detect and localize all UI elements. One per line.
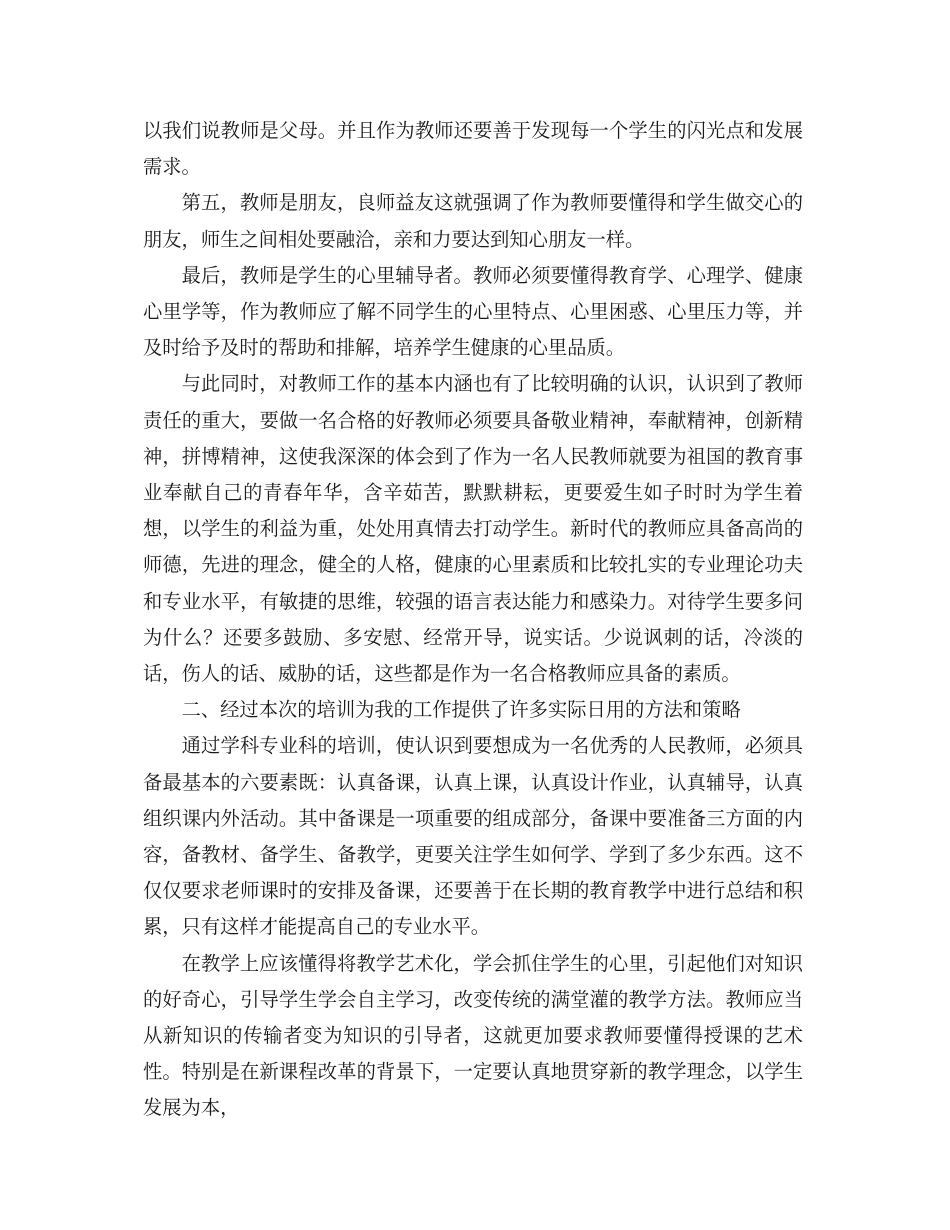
paragraph-teacher-as-friend: 第五，教师是朋友，良师益友这就强调了作为教师要懂得和学生做交心的朋友，师生之间相处要融洽，亲和力要达到知心朋友一样。: [143, 191, 803, 251]
paragraph-teacher-as-counselor: 最后，教师是学生的心里辅导者。教师必须要懂得教育学、心理学、健康心里学等，作为教师应了解不同学生的心里特点、心里困惑、心里压力等，并及时给予及时的帮助和排解，培养学生健康的心里品质。: [143, 263, 803, 360]
paragraph-teaching-art: 在教学上应该懂得将教学艺术化，学会抓住学生的心里，引起他们对知识的好奇心，引导学生学会自主学习，改变传统的满堂灌的教学方法。教师应当从新知识的传输者变为知识的引导者，这就更加要求教师要懂得授课的艺术性。特别是在新课程改革的背景下，一定要认真地贯穿新的教学理念，以学生发展为本，: [143, 951, 803, 1120]
paragraph-continuation: 以我们说教师是父母。并且作为教师还要善于发现每一个学生的闪光点和发展需求。: [143, 119, 803, 179]
paragraph-six-elements: 通过学科专业科的培训，使认识到要想成为一名优秀的人民教师，必须具备最基本的六要素既：认真备课，认真上课，认真设计作业，认真辅导，认真组织课内外活动。其中备课是一项重要的组成部分，备课中要准备三方面的内容，备教材、备学生、备教学，更要关注学生如何学、学到了多少东西。这不仅仅要求老师课时的安排及备课，还要善于在长期的教育教学中进行总结和积累，只有这样才能提高自己的专业水平。: [143, 734, 803, 939]
paragraph-teacher-responsibility: 与此同时，对教师工作的基本内涵也有了比较明确的认识，认识到了教师责任的重大，要做一名合格的好教师必须要具备敬业精神，奉献精神，创新精神，拼博精神，这使我深深的体会到了作为一名人民教师就要为祖国的教育事业奉献自己的青春年华，含辛茹苦，默默耕耘，更要爱生如子时时为学生着想，以学生的利益为重，处处用真情去打动学生。新时代的教师应具备高尚的师德，先进的理念，健全的人格，健康的心里素质和比较扎实的专业理论功夫和专业水平，有敏捷的思维，较强的语言表达能力和感染力。对待学生要多问为什么？还要多鼓励、多安慰、经常开导，说实话。少说讽刺的话，冷淡的话，伤人的话、威胁的话，这些都是作为一名合格教师应具备的素质。: [143, 372, 803, 686]
section-heading-two: 二、经过本次的培训为我的工作提供了许多实际日用的方法和策略: [181, 698, 741, 722]
document-body: [143, 113, 803, 1127]
